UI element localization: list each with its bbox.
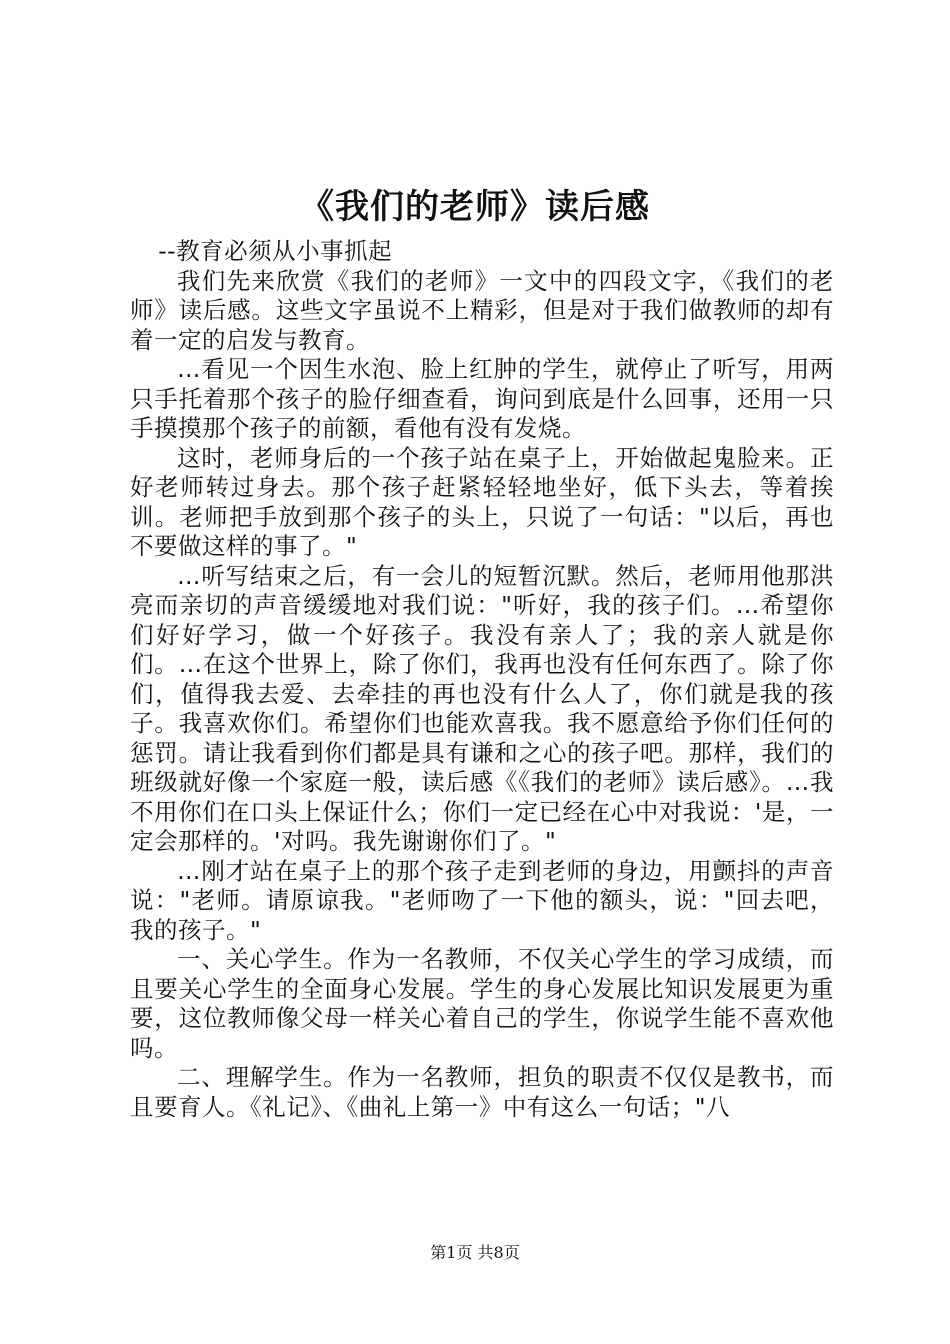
page-number-footer: 第1页 共8页 — [430, 1243, 520, 1262]
paragraph: …听写结束之后，有一会儿的短暂沉默。然后，老师用他那洪亮而亲切的声音缓缓地对我们说："听好，我的孩子们。…希望你们好好学习，做一个好孩子。我没有亲人了；我的亲人就是你们。…在这个世界上，除了你们，我再也没有任何东西了。除了你们，值得我去爱、去牵挂的再也没有什么人了，你们就是我的孩子。我喜欢你们。希望你们也能欢喜我。我不愿意给予你们任何的惩罚。请让我看到你们都是具有谦和之心的孩子吧。那样，我们的班级就好像一个家庭一般，读后感《《我们的老师》读后感》。…我不用你们在口头上保证什么；你们一定已经在心中对我说：'是，一定会那样的。'对吗。我先谢谢你们了。" — [130, 561, 834, 855]
document-body — [130, 237, 834, 1122]
paragraph: 二、理解学生。作为一名教师，担负的职责不仅仅是教书，而且要育人。《礼记》、《曲礼上第一》中有这么一句话；"八 — [130, 1063, 834, 1121]
document-title: 《我们的老师》读后感 — [300, 187, 650, 227]
paragraph: …看见一个因生水泡、脸上红肿的学生，就停止了听写，用两只手托着那个孩子的脸仔细查看，询问到底是什么回事，还用一只手摸摸那个孩子的前额，看他有没有发烧。 — [130, 355, 834, 442]
paragraph: 一、关心学生。作为一名教师，不仅关心学生的学习成绩，而且要关心学生的全面身心发展。学生的身心发展比知识发展更为重要，这位教师像父母一样关心着自己的学生，你说学生能不喜欢他吗。 — [130, 945, 834, 1062]
document-subtitle: --教育必须从小事抓起 — [158, 237, 393, 265]
paragraph: 我们先来欣赏《我们的老师》一文中的四段文字，《我们的老师》读后感。这些文字虽说不上精彩，但是对于我们做教师的却有着一定的启发与教育。 — [130, 266, 834, 354]
paragraph: …刚才站在桌子上的那个孩子走到老师的身边，用颤抖的声音说："老师。请原谅我。"老师吻了一下他的额头，说："回去吧，我的孩子。" — [130, 856, 834, 944]
paragraph: 这时，老师身后的一个孩子站在桌子上，开始做起鬼脸来。正好老师转过身去。那个孩子赶紧轻轻地坐好，低下头去，等着挨训。老师把手放到那个孩子的头上，只说了一句话："以后，再也不要做这样的事了。" — [130, 443, 834, 560]
